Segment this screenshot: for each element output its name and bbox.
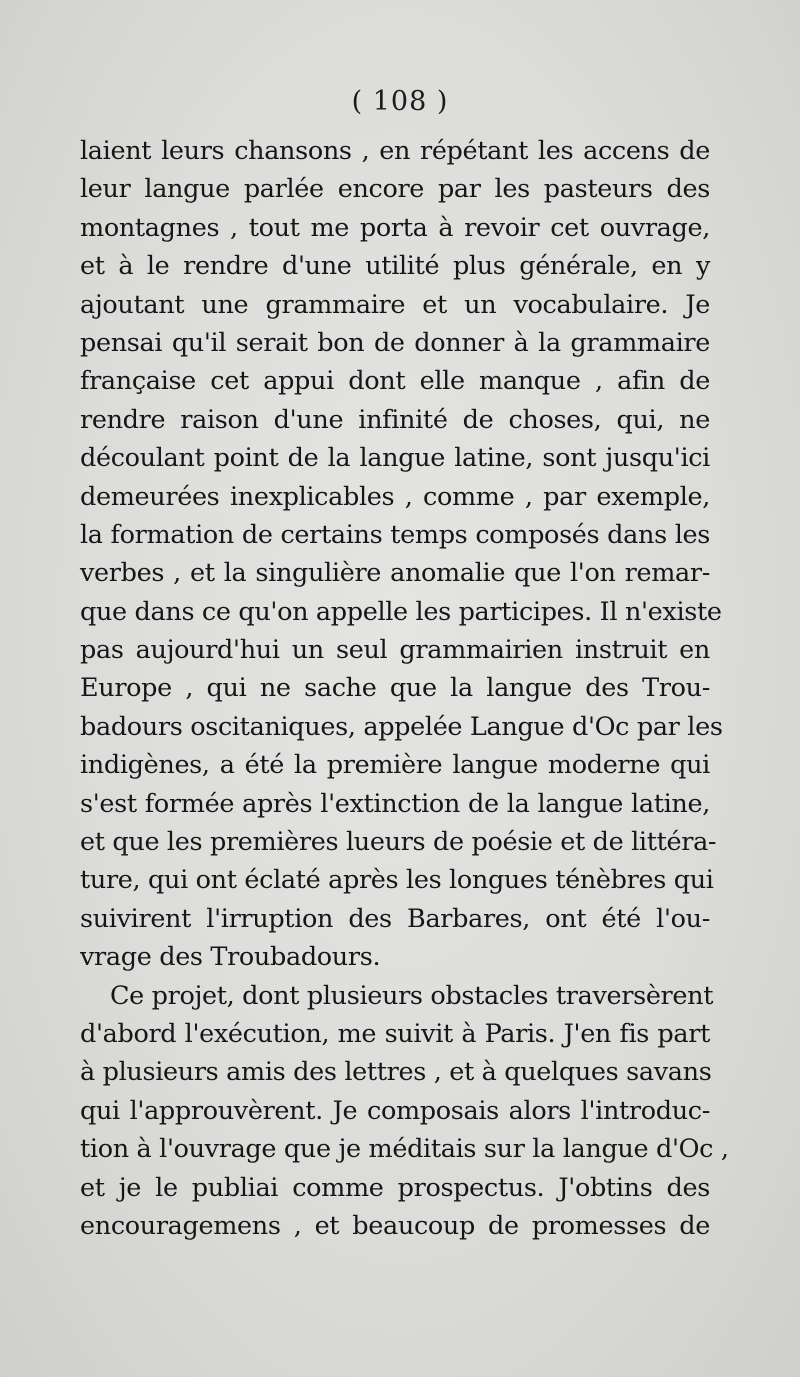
page-number: ( 108 ) [351,86,449,117]
text-line: Europe , qui ne sache que la langue des Trou- [80,673,710,704]
text-line: verbes , et la singulière anomalie que l'on remar- [80,558,710,589]
text-line: la formation de certains temps composés dans les [80,519,710,550]
text-line: montagnes , tout me porta à revoir cet ouvrage, [80,212,710,243]
text-line: et je le publiai comme prospectus. J'obtins des [80,1172,710,1203]
body-text [80,132,729,1245]
text-line: découlant point de la langue latine, sont jusqu'ici [80,443,710,474]
text-line: laient leurs chansons , en répétant les accens de [80,136,710,166]
text-line: badours oscitaniques, appelée Langue d'Oc par les [80,711,723,742]
text-line: que dans ce qu'on appelle les participes. Il n'existe [80,596,722,627]
text-line: leur langue parlée encore par les pasteurs des [80,174,710,205]
text-line: qui l'approuvèrent. Je composais alors l'introduc- [80,1095,710,1126]
paragraph-start-line: Ce projet, dont plusieurs obstacles traversèrent [110,980,714,1011]
text-line: demeurées inexplicables , comme , par exemple, [80,481,710,512]
text-line: ajoutant une grammaire et un vocabulaire. Je [80,289,710,320]
text-line: encouragemens , et beaucoup de promesses de [80,1210,710,1241]
paragraph-end-line: vrage des Troubadours. [80,942,381,973]
text-line: rendre raison d'une infinité de choses, qui, ne [80,404,710,435]
text-line: indigènes, a été la première langue moderne qui [80,750,710,781]
text-line: ture, qui ont éclaté après les longues ténèbres qui [80,865,714,896]
text-line: s'est formée après l'extinction de la langue latine, [80,788,710,819]
text-line: pas aujourd'hui un seul grammairien instruit en [80,635,710,666]
text-line: d'abord l'exécution, me suivit à Paris. J'en fis part [80,1018,710,1049]
text-line: à plusieurs amis des lettres , et à quelques savans [80,1057,712,1088]
text-line: pensai qu'il serait bon de donner à la grammaire [80,327,710,358]
text-line: suivirent l'irruption des Barbares, ont été l'ou- [80,903,710,934]
text-line: française cet appui dont elle manque , afin de [80,366,710,397]
text-line: et à le rendre d'une utilité plus générale, en y [80,251,710,282]
text-line: tion à l'ouvrage que je méditais sur la langue d'Oc , [80,1134,729,1165]
text-line: et que les premières lueurs de poésie et de littéra- [80,827,717,858]
